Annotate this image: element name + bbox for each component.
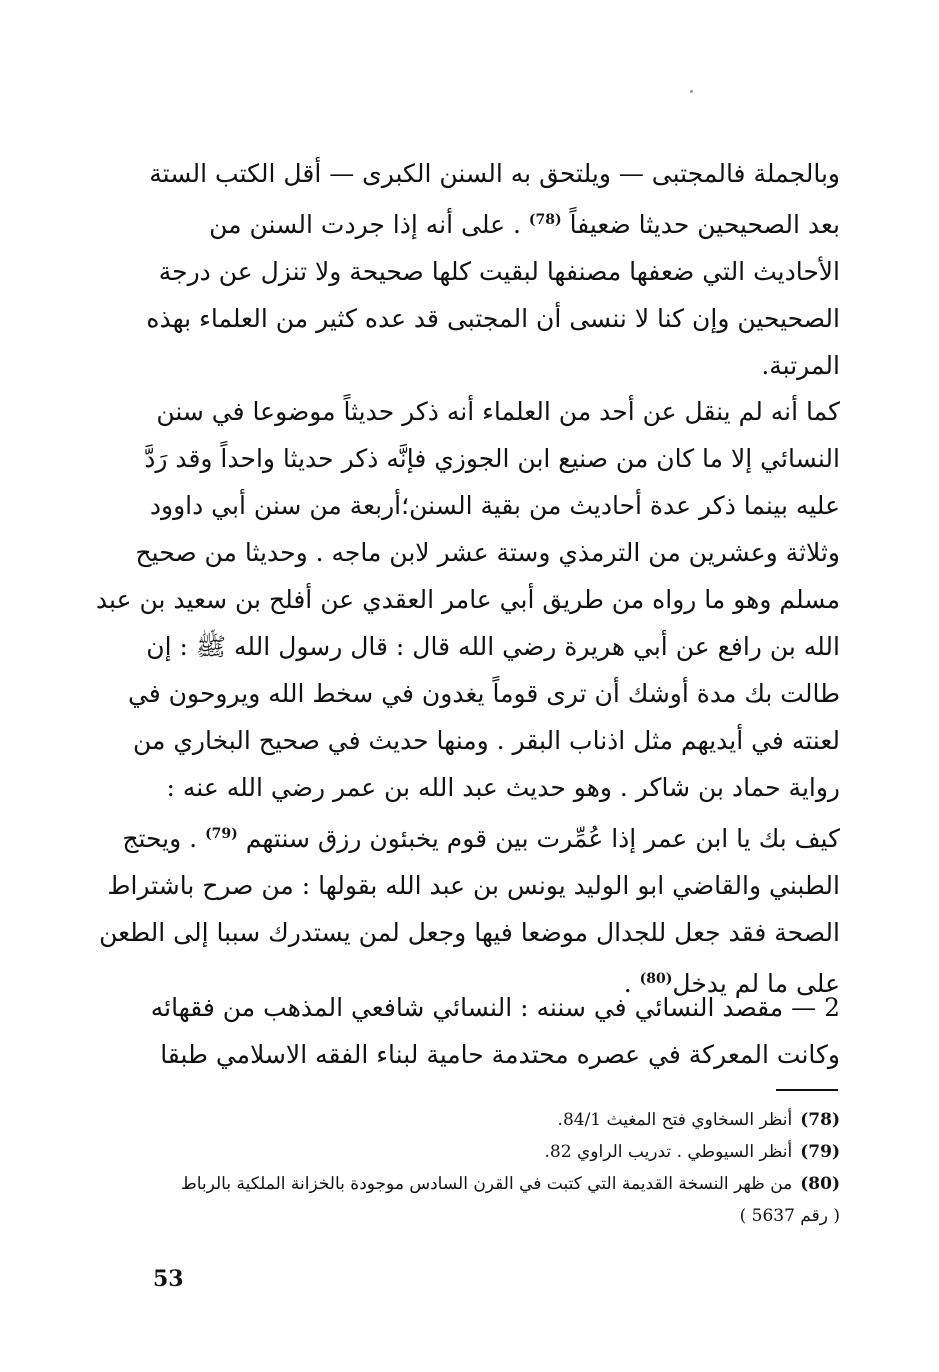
text-line: عليه بينما ذكر عدة أحاديث من بقية السنن؛أربعة من سنن أبي داوود (149, 491, 840, 520)
footnotes (150, 1104, 840, 1232)
paragraph-3 (150, 984, 840, 1078)
footnote-ref-78: (78) (528, 212, 562, 228)
text-line: الطبني والقاضي ابو الوليد يونس بن عبد الله بقولها : من صرح باشتراط (107, 871, 840, 900)
footnote-number: (80) (800, 1174, 840, 1194)
text-line (122, 811, 840, 862)
text-fragment: على ما لم يدخل (672, 969, 840, 998)
footnote-ref-80: (80) (639, 971, 673, 987)
text-line: النسائي إلا ما كان من صنيع ابن الجوزي فإنَّه ذكر حديثا واحداً وقد رَدَّ (144, 444, 840, 473)
paragraph-1 (146, 150, 840, 389)
footnote-text: من ظهر النسخة القديمة التي كتبت في القرن السادس موجودة بالخزانة الملكية بالرباط (180, 1174, 793, 1194)
footnote-80-continuation: ( رقم 5637 ) (739, 1206, 840, 1226)
text-line: طالت بك مدة أوشك أن ترى قوماً يغدون في سخط الله ويروحون في (127, 679, 840, 708)
text-fragment: . (623, 969, 632, 998)
text-line (150, 197, 840, 248)
footnote-78 (150, 1104, 840, 1136)
text-line: وثلاثة وعشرين من الترمذي وستة عشر لابن ماجه . وحديثا من صحيح (135, 538, 840, 567)
text-line: الصحيحين وإن كنا لا ننسى أن المجتبى قد عده كثير من العلماء بهذه (146, 304, 840, 333)
text-line: المرتبة. (761, 351, 840, 380)
speck (690, 90, 693, 93)
footnote-number: (78) (800, 1110, 840, 1130)
text-line: رواية حماد بن شاكر . وهو حديث عبد الله بن عمر رضي الله عنه : (166, 773, 840, 802)
text-line: الأحاديث التي ضعفها مصنفها لبقيت كلها صحيحة ولا تنزل عن درجة (158, 257, 840, 286)
footnote-text: أنظر السخاوي فتح المغيث 84/1. (557, 1110, 793, 1130)
text-line: لعنته في أيديهم مثل اذناب البقر . ومنها حديث في صحيح البخاري من (132, 726, 840, 755)
text-line: 2 — مقصد النسائي في سننه : النسائي شافعي المذهب من فقهائه (150, 993, 840, 1022)
footnote-number: (79) (800, 1142, 840, 1162)
paragraph-2 (95, 388, 840, 1007)
text-line: مسلم وهو ما رواه من طريق أبي عامر العقدي عن أفلح بن سعيد بن عبد (95, 585, 840, 614)
text-fragment: بعد الصحيحين حديثا ضعيفاً (569, 210, 840, 239)
text-line: الله بن رافع عن أبي هريرة رضي الله قال : قال رسول الله ﷺ : إن (146, 632, 840, 661)
footnote-text: أنظر السيوطي . تدريب الراوي 82. (544, 1142, 793, 1162)
text-line: الصحة فقد جعل للجدال موضعا فيها وجعل لمن يستدرك سببا إلى الطعن (99, 918, 840, 947)
text-line: كما أنه لم ينقل عن أحد من العلماء أنه ذكر حديثاً موضوعا في سنن (156, 397, 840, 426)
footnote-80 (150, 1168, 840, 1200)
text-line: وبالجملة فالمجتبى — ويلتحق به السنن الكبرى — أقل الكتب الستة (149, 159, 840, 188)
footnote-ref-79: (79) (205, 826, 238, 842)
text-fragment: كيف بك يا ابن عمر إذا عُمِّرت بين قوم يخبئون رزق سنتهم (245, 824, 840, 853)
text-fragment: . ويحتج (122, 824, 198, 853)
text-line: وكانت المعركة في عصره محتدمة حامية لبناء الفقه الاسلامي طبقا (160, 1040, 840, 1069)
footnote-79 (150, 1136, 840, 1168)
footnote-divider (776, 1089, 838, 1091)
text-fragment: . على أنه إذا جردت السنن من (209, 210, 521, 239)
page-number: 53 (153, 1266, 184, 1292)
